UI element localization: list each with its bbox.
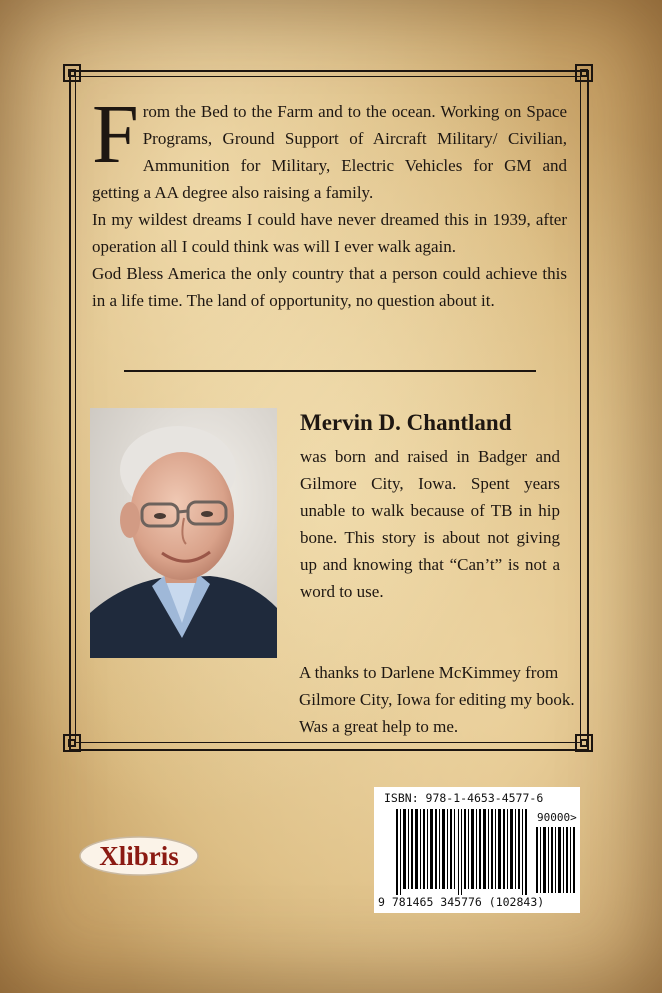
- frame-corner-ornament: [63, 64, 81, 82]
- drop-cap: F: [92, 88, 139, 181]
- price-code: 90000>: [537, 811, 577, 824]
- section-divider: [124, 370, 536, 372]
- barcode-bars: [396, 809, 528, 895]
- author-bio: was born and raised in Badger and Gilmore City, Iowa. Spent years unable to walk because of TB in hip bone. This story is about not giving up and knowing that “Can’t” is not a word to use.: [300, 447, 560, 601]
- author-photo: [90, 408, 277, 658]
- publisher-logo-text: Xlibris: [99, 841, 179, 871]
- blurb-paragraph-2: In my wildest dreams I could have never dreamed this in 1939, after operation all I could think was will I ever walk again.: [92, 210, 567, 256]
- book-blurb: [92, 88, 567, 314]
- blurb-paragraph-1: rom the Bed to the Farm and to the ocean. Working on Space Programs, Ground Support of Aircraft Military/ Civilian, Ammunition for Military, Electric Vehicles for GM and getting a AA degree also raising a family.: [92, 102, 567, 202]
- barcode-digits: 9 781465 345776 (102843): [378, 895, 545, 909]
- isbn-label: ISBN: 978-1-4653-4577-6: [384, 791, 544, 805]
- isbn-barcode: [374, 787, 580, 913]
- publisher-logo: [78, 835, 200, 877]
- barcode-addon-bars: [536, 827, 576, 893]
- frame-corner-ornament: [63, 734, 81, 752]
- author-name: Mervin D. Chantland: [300, 410, 512, 435]
- frame-corner-ornament: [575, 64, 593, 82]
- blurb-paragraph-3: God Bless America the only country that a person could achieve this in a life time. The land of opportunity, no question about it.: [92, 264, 567, 310]
- acknowledgement: A thanks to Darlene McKimmey from Gilmore City, Iowa for editing my book. Was a great help to me.: [299, 663, 575, 736]
